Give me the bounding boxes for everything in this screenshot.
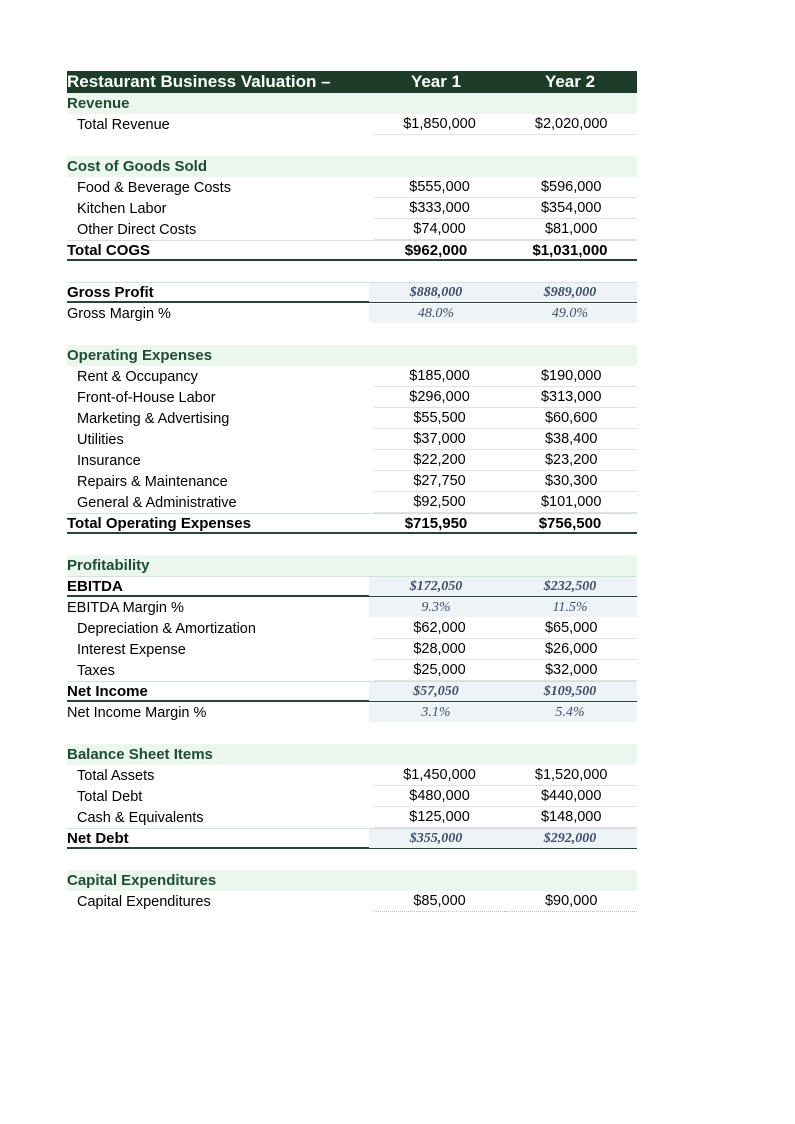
cell-year1: $480,000 xyxy=(374,786,506,807)
cell-year2: 49.0% xyxy=(503,304,637,323)
cell-year2: $26,000 xyxy=(505,639,637,660)
row-label: Net Debt xyxy=(67,829,129,847)
row-label: Total COGS xyxy=(67,241,151,259)
cell-year1: $57,050 xyxy=(369,682,503,701)
cell-year1: $62,000 xyxy=(374,618,506,639)
cell-year2: $756,500 xyxy=(538,514,602,532)
spacer-row xyxy=(67,534,637,555)
row-label: Cash & Equivalents xyxy=(77,809,204,826)
cell-year2: $23,200 xyxy=(505,450,637,471)
table-row xyxy=(67,660,637,681)
row-label: Repairs & Maintenance xyxy=(77,473,228,490)
section-title: Profitability xyxy=(67,557,150,574)
cell-year1: $55,500 xyxy=(374,408,506,429)
cell-year2: $60,600 xyxy=(505,408,637,429)
row-label: Marketing & Advertising xyxy=(77,410,230,427)
cell-year2: $81,000 xyxy=(505,219,637,240)
row-label: Insurance xyxy=(77,452,141,469)
row-label: EBITDA Margin % xyxy=(67,599,184,616)
cell-year1: $28,000 xyxy=(374,639,506,660)
cell-year2: $232,500 xyxy=(503,577,637,596)
cell-year2: $354,000 xyxy=(505,198,637,219)
section-title: Revenue xyxy=(67,95,130,112)
cell-year2: $38,400 xyxy=(505,429,637,450)
cell-year1: $27,750 xyxy=(374,471,506,492)
row-label: Net Income xyxy=(67,682,148,700)
row-label: Food & Beverage Costs xyxy=(77,179,231,196)
net-debt-row xyxy=(67,828,637,849)
row-label: Kitchen Labor xyxy=(77,200,167,217)
row-label: Total Revenue xyxy=(77,116,170,133)
spacer-row xyxy=(67,324,637,345)
table-row xyxy=(67,492,637,513)
cell-year1: $185,000 xyxy=(374,366,506,387)
cell-year2: $989,000 xyxy=(503,283,637,302)
spacer-row xyxy=(67,135,637,156)
table-row xyxy=(67,387,637,408)
sheet-title: Restaurant Business Valuation – xyxy=(67,72,331,91)
section-title: Capital Expenditures xyxy=(67,872,217,889)
cell-year1: $1,850,000 xyxy=(374,114,506,135)
row-label: Front-of-House Labor xyxy=(77,389,216,406)
gross-profit-row xyxy=(67,282,637,303)
cell-year1: 9.3% xyxy=(369,598,503,617)
cell-year1: $125,000 xyxy=(374,807,506,828)
section-revenue xyxy=(67,93,637,114)
table-row xyxy=(67,471,637,492)
row-label: Depreciation & Amortization xyxy=(77,620,256,637)
cell-year2: $30,300 xyxy=(505,471,637,492)
table-row xyxy=(67,219,637,240)
col-header-year1: Year 1 xyxy=(410,72,462,91)
cell-year2: $109,500 xyxy=(503,682,637,701)
valuation-sheet xyxy=(67,71,637,912)
cell-year1: $962,000 xyxy=(404,241,468,259)
cell-year1: $74,000 xyxy=(374,219,506,240)
row-label: EBITDA xyxy=(67,577,123,595)
ebitda-margin-row xyxy=(67,597,637,618)
cell-year2: $90,000 xyxy=(505,891,637,912)
cell-year2: $101,000 xyxy=(505,492,637,513)
row-label: Gross Margin % xyxy=(67,305,171,322)
table-row xyxy=(67,114,637,135)
cell-year2: $292,000 xyxy=(503,829,637,848)
cell-year1: $25,000 xyxy=(374,660,506,681)
row-label: Interest Expense xyxy=(77,641,186,658)
ebitda-row xyxy=(67,576,637,597)
row-label: Gross Profit xyxy=(67,283,154,301)
row-label: Rent & Occupancy xyxy=(77,368,198,385)
cell-year2: $2,020,000 xyxy=(505,114,637,135)
spacer-row xyxy=(67,261,637,282)
header-row xyxy=(67,71,637,93)
cell-year1: $355,000 xyxy=(369,829,503,848)
cell-year1: $555,000 xyxy=(374,177,506,198)
table-row xyxy=(67,786,637,807)
cell-year1: $22,200 xyxy=(374,450,506,471)
cell-year2: $1,031,000 xyxy=(532,241,608,259)
row-label: Total Debt xyxy=(77,788,143,805)
cell-year2: $65,000 xyxy=(505,618,637,639)
section-title: Operating Expenses xyxy=(67,347,213,364)
table-row xyxy=(67,408,637,429)
row-label: Other Direct Costs xyxy=(77,221,197,238)
cell-year2: $596,000 xyxy=(505,177,637,198)
row-label: Capital Expenditures xyxy=(77,893,211,910)
spacer-row xyxy=(67,849,637,870)
section-cogs xyxy=(67,156,637,177)
cell-year2: $1,520,000 xyxy=(505,765,637,786)
cell-year2: $190,000 xyxy=(505,366,637,387)
row-label: General & Administrative xyxy=(77,494,237,511)
table-row xyxy=(67,429,637,450)
row-label: Total Assets xyxy=(77,767,155,784)
spacer-row xyxy=(67,723,637,744)
table-row xyxy=(67,891,637,912)
row-label: Taxes xyxy=(77,662,115,679)
table-row xyxy=(67,765,637,786)
cell-year2: $148,000 xyxy=(505,807,637,828)
cell-year1: $1,450,000 xyxy=(374,765,506,786)
cell-year1: 48.0% xyxy=(369,304,503,323)
total-row xyxy=(67,513,637,534)
gross-margin-row xyxy=(67,303,637,324)
row-label: Total Operating Expenses xyxy=(67,514,251,532)
table-row xyxy=(67,177,637,198)
table-row xyxy=(67,807,637,828)
row-label: Net Income Margin % xyxy=(67,704,207,721)
total-row xyxy=(67,240,637,261)
cell-year1: $715,950 xyxy=(404,514,468,532)
cell-year2: 5.4% xyxy=(503,703,637,722)
table-row xyxy=(67,366,637,387)
col-header-year2: Year 2 xyxy=(544,72,596,91)
cell-year1: $296,000 xyxy=(374,387,506,408)
cell-year1: $333,000 xyxy=(374,198,506,219)
cell-year2: $32,000 xyxy=(505,660,637,681)
table-row xyxy=(67,198,637,219)
cell-year1: 3.1% xyxy=(369,703,503,722)
section-opex xyxy=(67,345,637,366)
cell-year2: $313,000 xyxy=(505,387,637,408)
section-title: Balance Sheet Items xyxy=(67,746,213,763)
table-row xyxy=(67,450,637,471)
cell-year1: $888,000 xyxy=(369,283,503,302)
net-income-row xyxy=(67,681,637,702)
cell-year1: $172,050 xyxy=(369,577,503,596)
net-income-margin-row xyxy=(67,702,637,723)
cell-year2: $440,000 xyxy=(505,786,637,807)
cell-year2: 11.5% xyxy=(503,598,637,617)
cell-year1: $85,000 xyxy=(374,891,506,912)
section-title: Cost of Goods Sold xyxy=(67,158,207,175)
section-profitability xyxy=(67,555,637,576)
section-capex xyxy=(67,870,637,891)
row-label: Utilities xyxy=(77,431,124,448)
section-balance-sheet xyxy=(67,744,637,765)
table-row xyxy=(67,618,637,639)
table-row xyxy=(67,639,637,660)
cell-year1: $37,000 xyxy=(374,429,506,450)
cell-year1: $92,500 xyxy=(374,492,506,513)
